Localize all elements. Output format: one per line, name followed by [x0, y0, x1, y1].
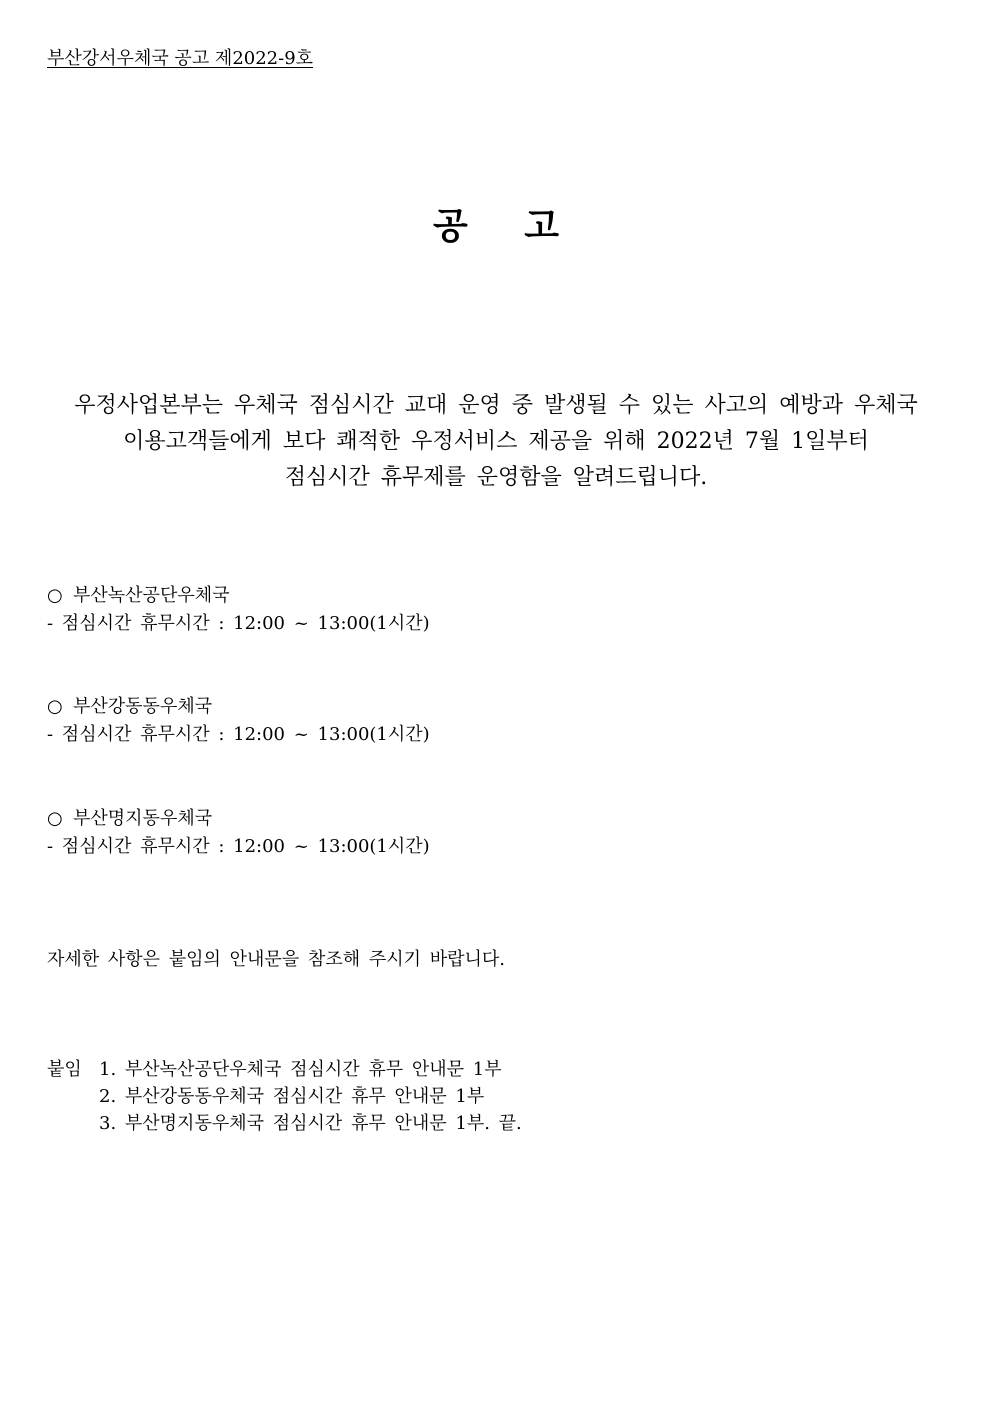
- attachment-item: 1. 부산녹산공단우체국 점심시간 휴무 안내문 1부: [99, 1059, 502, 1080]
- attachments: [47, 1056, 522, 1137]
- office-block-noksan: [47, 582, 430, 638]
- intro-line: 점심시간 휴무제를 운영함을 알려드립니다.: [284, 465, 708, 490]
- office-hours: - 점심시간 휴무시간 : 12:00 ~ 13:00(1시간): [47, 724, 430, 745]
- office-block-myeongji: [47, 805, 430, 861]
- attachment-row: [47, 1083, 522, 1110]
- office-name: [47, 805, 430, 833]
- attachment-label-spacer: [47, 1110, 99, 1137]
- page-title: 공 고: [432, 205, 582, 247]
- office-block-gangdong: [47, 693, 430, 749]
- circle-bullet-icon: ○: [47, 808, 63, 829]
- notice-number: 부산강서우체국 공고 제2022-9호: [47, 48, 314, 69]
- intro-line: 우정사업본부는 우체국 점심시간 교대 운영 중 발생될 수 있는 사고의 예방과 우체국: [74, 393, 918, 418]
- attachment-label-spacer: [47, 1083, 99, 1110]
- circle-bullet-icon: ○: [47, 585, 63, 606]
- office-hours: - 점심시간 휴무시간 : 12:00 ~ 13:00(1시간): [47, 613, 430, 634]
- office-name-text: 부산녹산공단우체국: [73, 585, 230, 606]
- circle-bullet-icon: ○: [47, 696, 63, 717]
- attachment-item: 3. 부산명지동우체국 점심시간 휴무 안내문 1부. 끝.: [99, 1113, 522, 1134]
- attachment-label: 붙임: [47, 1059, 82, 1080]
- attachment-row: [47, 1110, 522, 1137]
- office-hours: - 점심시간 휴무시간 : 12:00 ~ 13:00(1시간): [47, 836, 430, 857]
- attachment-row: [47, 1056, 522, 1083]
- office-name: [47, 582, 430, 610]
- attachment-item: 2. 부산강동동우체국 점심시간 휴무 안내문 1부: [99, 1086, 485, 1107]
- closing-sentence: 자세한 사항은 붙임의 안내문을 참조해 주시기 바랍니다.: [47, 949, 505, 970]
- office-name-text: 부산명지동우체국: [73, 808, 213, 829]
- office-name-text: 부산강동동우체국: [73, 696, 213, 717]
- office-name: [47, 693, 430, 721]
- intro-paragraph: [30, 388, 962, 496]
- intro-line: 이용고객들에게 보다 쾌적한 우정서비스 제공을 위해 2022년 7월 1일부터: [123, 429, 869, 454]
